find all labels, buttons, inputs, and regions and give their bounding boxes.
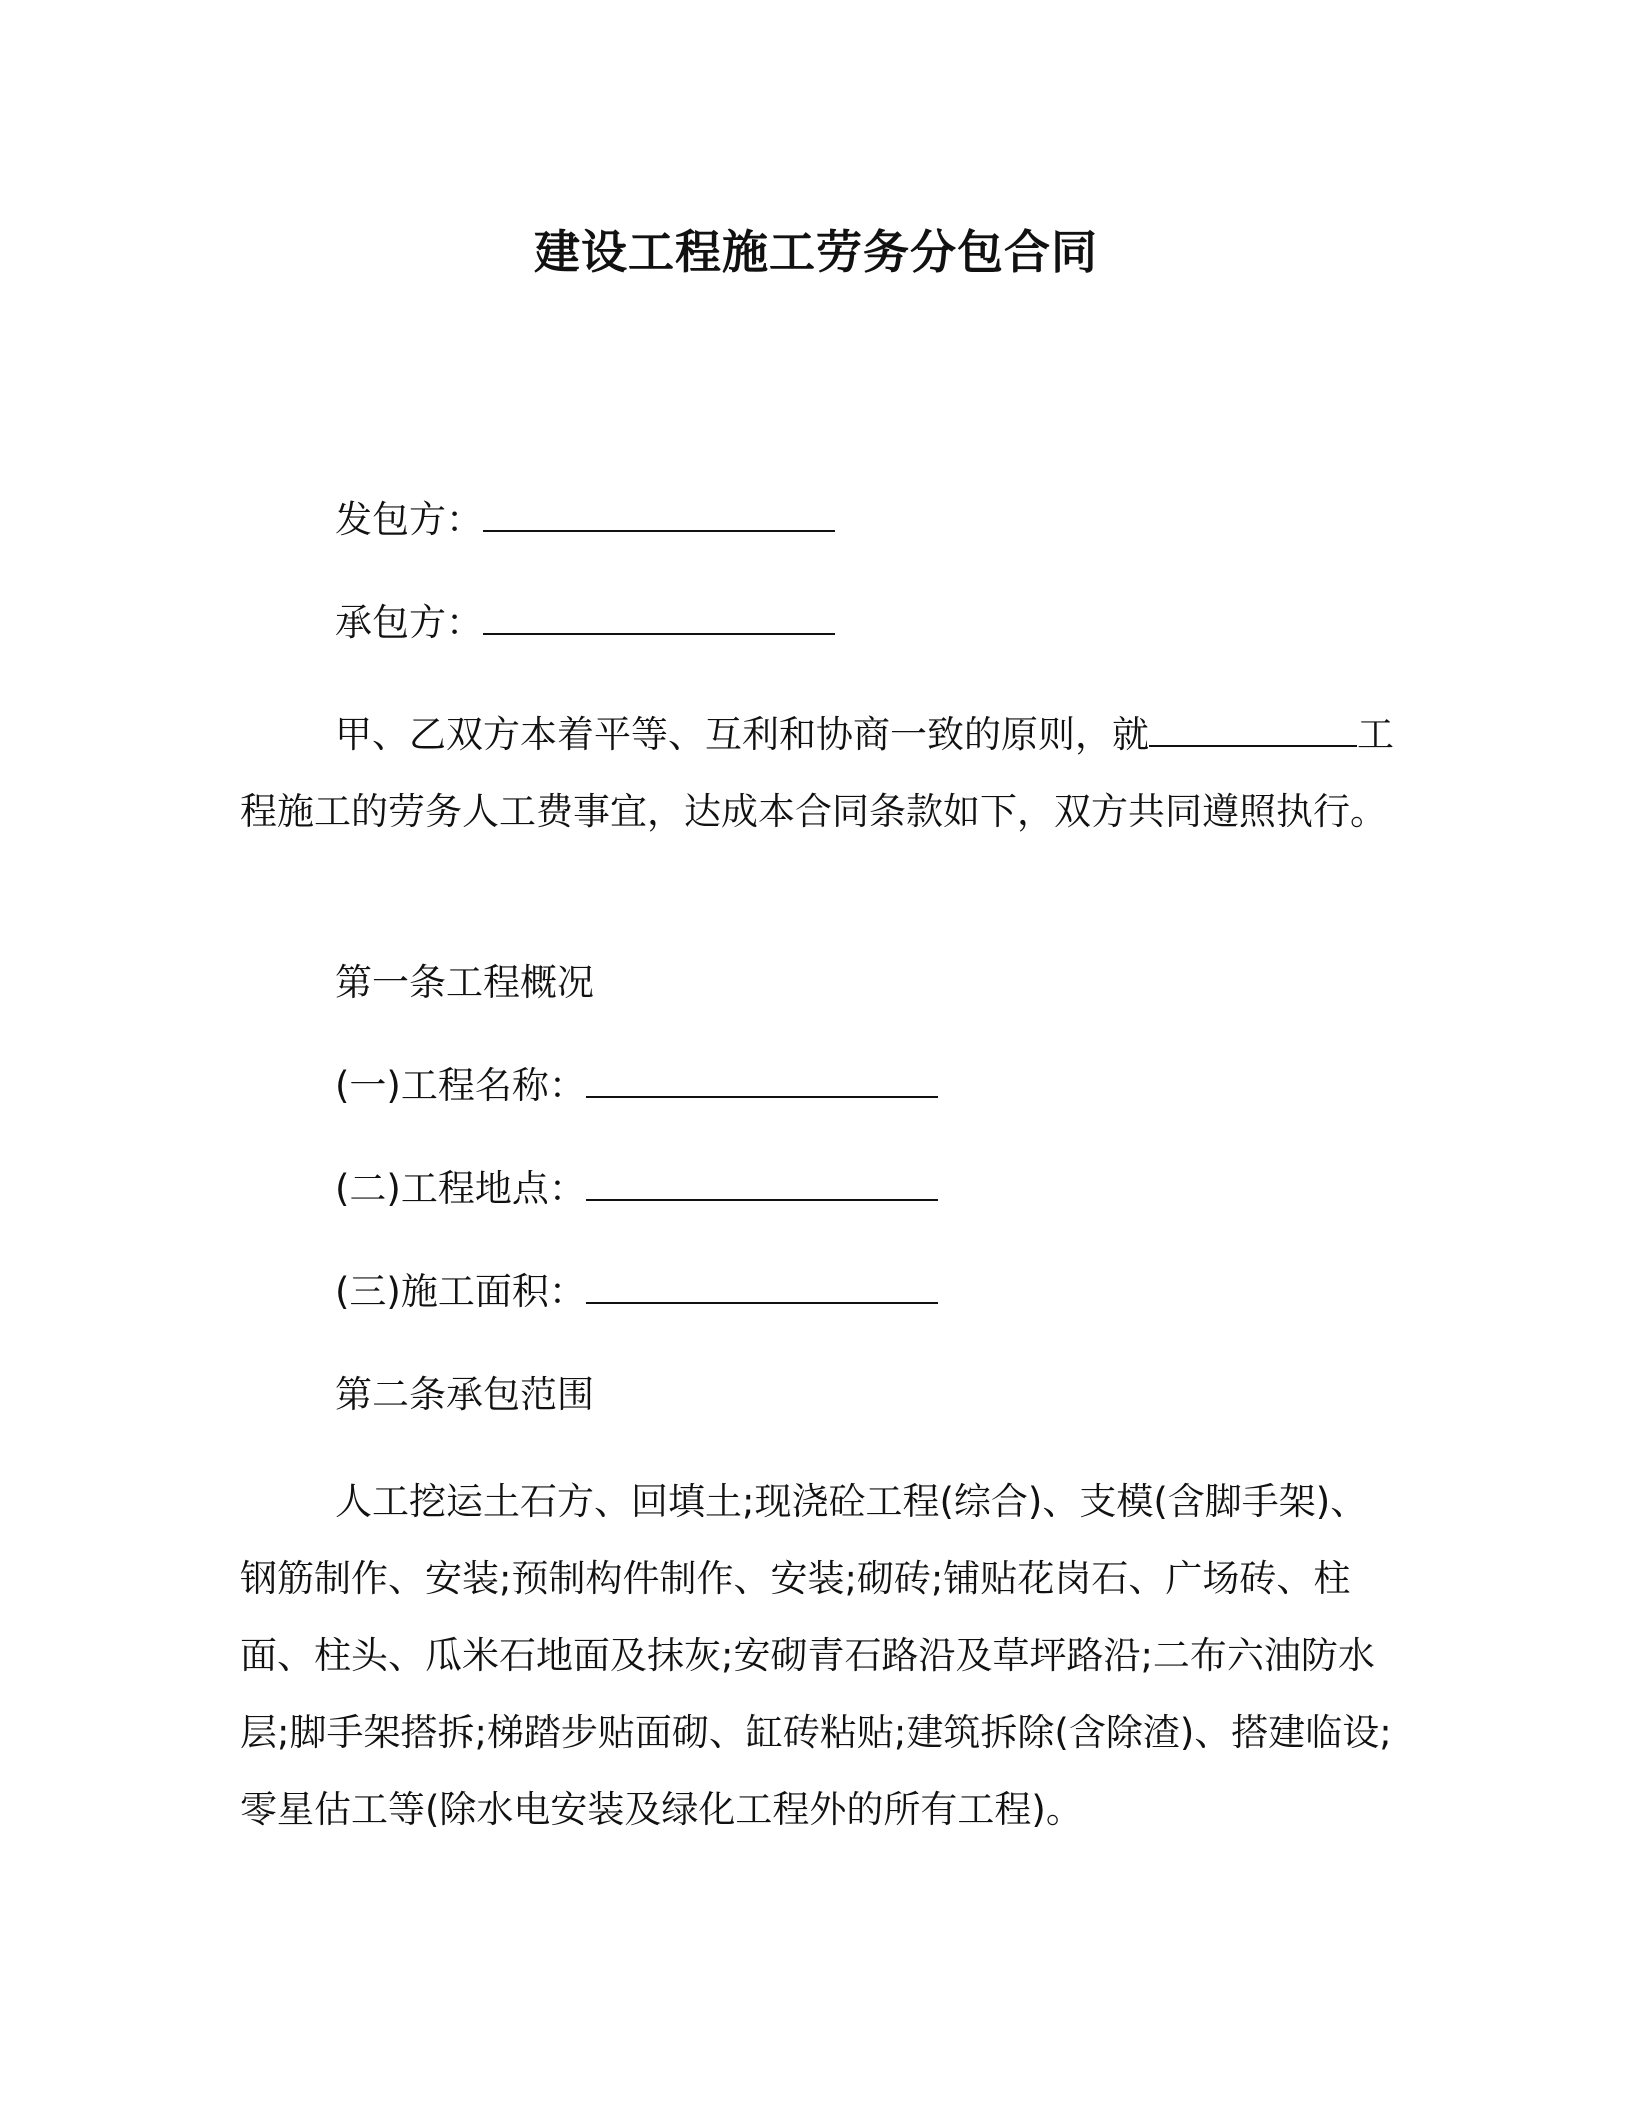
- article2-body: 人工挖运土石方、回填土;现浇砼工程(综合)、支模(含脚手架)、钢筋制作、安装;预制构件制作、安装;砌砖;铺贴花岗石、广场砖、柱面、柱头、瓜米石地面及抹灰;安砌青石路沿及草坪路沿;二布六油防水层;脚手架搭拆;梯踏步贴面砌、缸砖粘贴;建筑拆除(含除渣)、搭建临设;零星估工等(除水电安装及绿化工程外的所有工程)。: [240, 1480, 1392, 1831]
- preamble-paragraph: [240, 696, 1400, 850]
- construction-area-line: [335, 1267, 938, 1317]
- article2-heading: 第二条承包范围: [335, 1373, 594, 1416]
- preamble-text-after: 工程施工的劳务人工费事宜，达成本合同条款如下，双方共同遵照执行。: [240, 713, 1394, 833]
- project-name-blank[interactable]: [586, 1062, 938, 1098]
- project-location-line: [335, 1164, 938, 1214]
- project-name-label: (一)工程名称：: [335, 1064, 586, 1107]
- construction-area-label: (三)施工面积：: [335, 1270, 586, 1313]
- employer-line: [335, 495, 835, 545]
- project-location-blank[interactable]: [586, 1165, 938, 1201]
- preamble-text-before: 甲、乙双方本着平等、互利和协商一致的原则，就: [335, 713, 1149, 756]
- article1-heading: 第一条工程概况: [335, 961, 594, 1004]
- project-blank[interactable]: [1149, 711, 1357, 747]
- employer-blank[interactable]: [483, 496, 835, 532]
- construction-area-blank[interactable]: [586, 1268, 938, 1304]
- contractor-line: [335, 598, 835, 648]
- project-location-label: (二)工程地点：: [335, 1167, 586, 1210]
- document-title: 建设工程施工劳务分包合同: [534, 225, 1098, 279]
- contractor-label: 承包方：: [335, 601, 483, 644]
- employer-label: 发包方：: [335, 498, 483, 541]
- project-name-line: [335, 1061, 938, 1111]
- contractor-blank[interactable]: [483, 599, 835, 635]
